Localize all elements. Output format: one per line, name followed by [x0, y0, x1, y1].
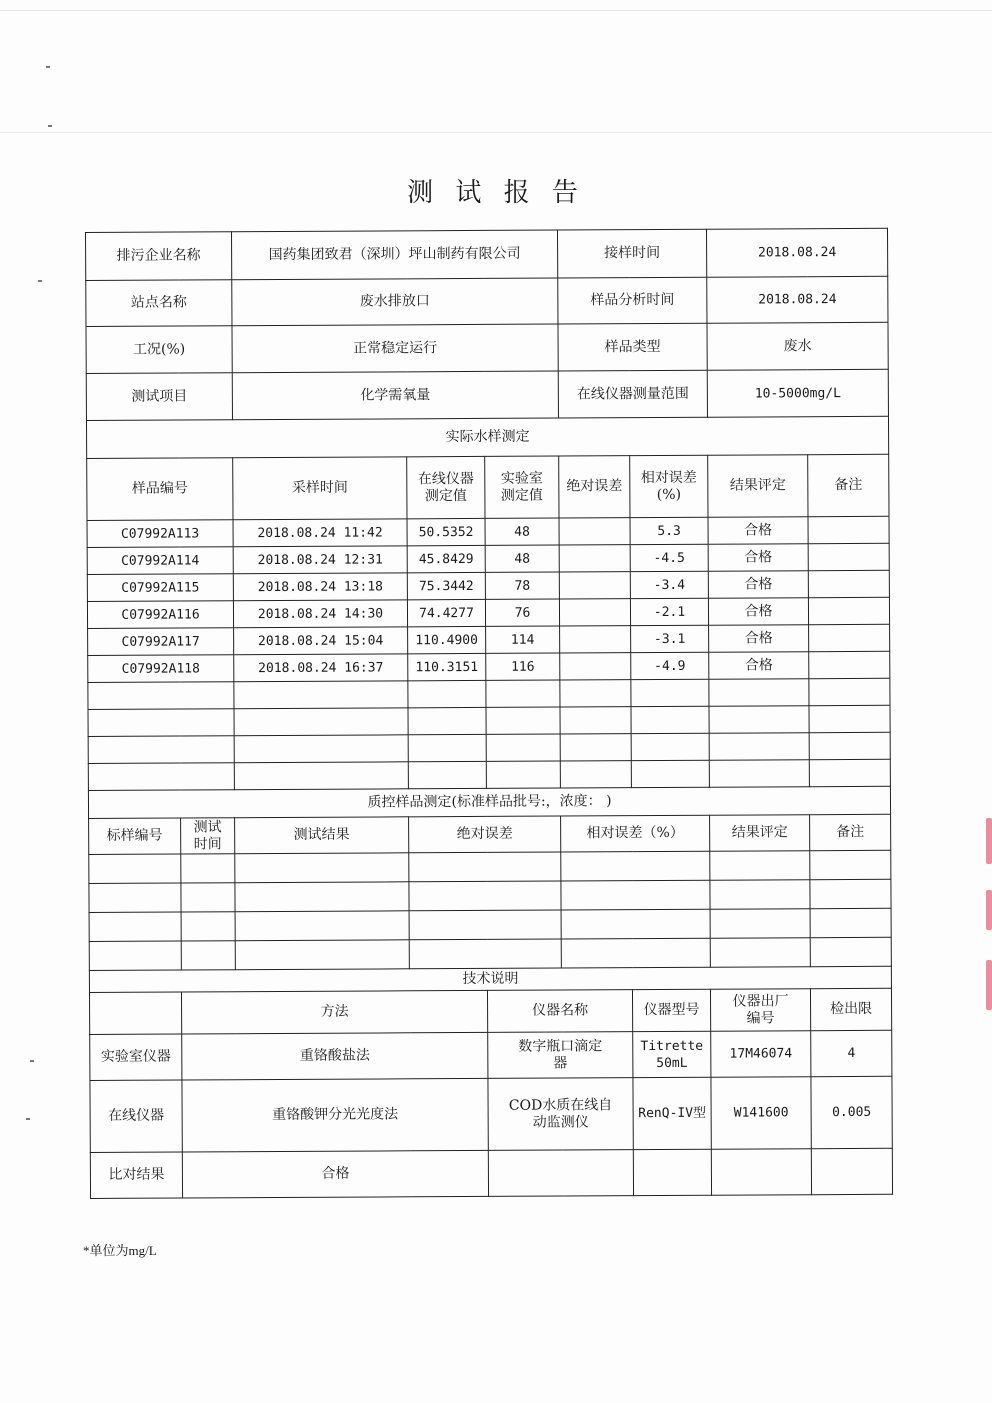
- qc-col-std-id: 标样编号: [89, 818, 181, 854]
- remark: [809, 624, 890, 651]
- col-remark: 备注: [808, 454, 889, 516]
- col-online-value: [407, 456, 485, 518]
- scan-speck: [30, 1060, 34, 1062]
- online-value: 50.5352: [407, 518, 485, 545]
- remark: [808, 570, 889, 597]
- sample-type-label: 样品类型: [558, 323, 707, 371]
- abs-error: [560, 626, 631, 653]
- table-row: [87, 543, 889, 574]
- condition-value: 正常稳定运行: [232, 324, 558, 373]
- online-value: 75.3442: [407, 572, 485, 599]
- qc-col-test-result: 测试结果: [235, 817, 409, 854]
- sampling-time-label: 接样时间: [558, 229, 707, 278]
- tech-col-method: 方法: [181, 990, 487, 1034]
- qc-col-remark: 备注: [810, 814, 891, 850]
- remark: [808, 516, 889, 543]
- col-result: 结果评定: [708, 455, 808, 518]
- result: 合格: [708, 571, 808, 599]
- sample-time: 2018.08.24 14:30: [233, 600, 407, 628]
- scan-edge-top: [0, 10, 992, 11]
- online-value: 110.3151: [408, 653, 486, 680]
- remark: [808, 543, 889, 570]
- lab-value: 48: [485, 545, 559, 572]
- rel-error: -3.4: [630, 571, 708, 598]
- tech-col-detection-limit: 检出限: [811, 988, 892, 1030]
- online-value: 45.8429: [407, 545, 485, 572]
- online-instrument-serial: W141600: [711, 1077, 811, 1150]
- scan-edge-bottom: [0, 132, 992, 133]
- seal-fragment: [986, 960, 992, 1010]
- sample-time: 2018.08.24 16:37: [234, 654, 408, 682]
- seal-fragment: [986, 890, 992, 930]
- tech-col-serial-line2: 编号: [746, 1009, 775, 1027]
- empty-row: [88, 678, 890, 709]
- sample-id: C07992A115: [87, 574, 233, 602]
- col-online-value-line2: 测定值: [424, 487, 467, 504]
- lab-value: 114: [486, 626, 560, 653]
- test-item-label: 测试项目: [86, 373, 232, 421]
- sample-id: C07992A116: [87, 601, 233, 629]
- lab-value: 116: [486, 653, 560, 680]
- empty-row: [88, 705, 890, 736]
- col-lab-value-line2: 测定值: [500, 487, 543, 504]
- remark: [809, 651, 890, 678]
- qc-col-result: 结果评定: [710, 815, 810, 852]
- rel-error: -2.1: [630, 598, 708, 625]
- report-title: 测 试 报 告: [407, 178, 585, 208]
- abs-error: [560, 653, 631, 680]
- col-sample-time: 采样时间: [233, 457, 407, 520]
- result: 合格: [708, 598, 808, 626]
- condition-label: 工况(%): [86, 326, 232, 374]
- online-detection-limit: 0.005: [811, 1076, 892, 1148]
- qc-col-test-time-line2: 时间: [193, 835, 222, 852]
- lab-value: 78: [485, 572, 559, 599]
- tech-col-model: 仪器型号: [633, 989, 711, 1031]
- sampling-time-value: 2018.08.24: [707, 228, 888, 277]
- table-row: [88, 624, 890, 655]
- sample-time: 2018.08.24 15:04: [234, 627, 408, 655]
- online-instrument-name-line1: COD水质在线自: [508, 1096, 613, 1114]
- col-sample-id: 样品编号: [87, 458, 233, 521]
- tech-col-serial-line1: 仪器出厂: [732, 992, 789, 1010]
- abs-error: [559, 545, 630, 572]
- table-row: [87, 570, 889, 601]
- comparison-value: 合格: [182, 1150, 488, 1198]
- rel-error: -4.9: [631, 652, 709, 679]
- seal-fragment: [986, 818, 992, 864]
- lab-method: 重铬酸盐法: [182, 1032, 488, 1080]
- col-rel-error-line2: (%): [656, 486, 682, 503]
- actual-section-title: 实际水样测定: [86, 416, 888, 458]
- qc-col-test-time-line1: 测试: [193, 818, 222, 835]
- rel-error: -3.1: [631, 625, 709, 652]
- online-value: 74.4277: [407, 599, 485, 626]
- online-method: 重铬酸钾分光光度法: [182, 1078, 488, 1152]
- comparison-label: 比对结果: [90, 1152, 182, 1198]
- analysis-time-label: 样品分析时间: [558, 277, 707, 324]
- site-label: 站点名称: [86, 280, 232, 327]
- col-rel-error: [630, 455, 708, 517]
- col-lab-value: [485, 456, 559, 518]
- table-row: [87, 516, 889, 547]
- table-row: [88, 651, 890, 682]
- tech-section-title: 技术说明: [89, 966, 891, 992]
- lab-value: 48: [485, 518, 559, 545]
- empty-row: [88, 732, 890, 763]
- company-label: 排污企业名称: [86, 232, 232, 281]
- rel-error: -4.5: [630, 544, 708, 571]
- lab-instrument-name-line1: 数字瓶口滴定: [518, 1037, 603, 1055]
- qc-empty-row: [89, 850, 891, 883]
- lab-instrument-name-line2: 器: [553, 1054, 568, 1072]
- qc-empty-row: [89, 879, 891, 912]
- col-online-value-line1: 在线仪器: [417, 470, 474, 487]
- qc-empty-row: [89, 908, 891, 941]
- online-instrument-name-line2: 动监测仪: [532, 1113, 589, 1131]
- lab-instrument-model-line1: Titrette: [640, 1038, 704, 1054]
- empty-row: [88, 759, 890, 790]
- abs-error: [559, 518, 630, 545]
- online-instrument-label: 在线仪器: [90, 1080, 182, 1152]
- test-item-value: 化学需氧量: [232, 371, 558, 420]
- sample-id: C07992A113: [87, 520, 233, 548]
- tech-col-instrument-name: 仪器名称: [487, 990, 632, 1033]
- qc-empty-row: [89, 937, 891, 970]
- result: 合格: [709, 625, 809, 653]
- sample-id: C07992A117: [88, 628, 234, 656]
- qc-col-test-time: [181, 818, 235, 854]
- col-rel-error-line1: 相对误差: [640, 469, 697, 486]
- scan-speck: [46, 66, 50, 68]
- online-instrument-name: [488, 1078, 633, 1151]
- qc-section-title: 质控样品测定(标准样品批号:，浓度： ): [88, 786, 890, 818]
- result: 合格: [709, 652, 809, 680]
- sample-id: C07992A114: [87, 547, 233, 575]
- qc-col-abs-error: 绝对误差: [409, 816, 561, 853]
- lab-instrument-model: [633, 1031, 711, 1077]
- table-row: [87, 597, 889, 628]
- lab-value: 76: [485, 599, 559, 626]
- analysis-time-value: 2018.08.24: [707, 276, 888, 323]
- scan-speck: [26, 1118, 30, 1120]
- sample-id: C07992A118: [88, 655, 234, 683]
- online-value: 110.4900: [408, 626, 486, 653]
- scan-speck: [38, 280, 42, 282]
- col-abs-error: 绝对误差: [559, 456, 630, 518]
- col-lab-value-line1: 实验室: [500, 470, 543, 487]
- range-label: 在线仪器测量范围: [558, 370, 707, 418]
- qc-col-rel-error: 相对误差（%）: [561, 815, 710, 852]
- company-value: 国药集团致君（深圳）坪山制药有限公司: [232, 230, 558, 280]
- report-table: [85, 228, 893, 1199]
- range-value: 10-5000mg/L: [707, 369, 888, 417]
- site-value: 废水排放口: [232, 278, 558, 326]
- lab-instrument-name: [488, 1032, 633, 1079]
- remark: [808, 597, 889, 624]
- tech-col-blank: [89, 992, 181, 1034]
- lab-instrument-serial: 17M46074: [711, 1031, 811, 1078]
- sample-time: 2018.08.24 12:31: [233, 546, 407, 574]
- footnote: *单位为mg/L: [83, 1243, 157, 1258]
- lab-instrument-model-line2: 50mL: [656, 1055, 688, 1071]
- sample-time: 2018.08.24 11:42: [233, 519, 407, 547]
- rel-error: 5.3: [630, 517, 708, 544]
- abs-error: [559, 599, 630, 626]
- result: 合格: [708, 517, 808, 545]
- online-instrument-model: RenQ-IV型: [633, 1077, 711, 1149]
- scan-speck: [48, 125, 52, 127]
- sample-type-value: 废水: [707, 322, 888, 370]
- lab-instrument-label: 实验室仪器: [90, 1034, 182, 1080]
- abs-error: [559, 572, 630, 599]
- sample-time: 2018.08.24 13:18: [233, 573, 407, 601]
- lab-detection-limit: 4: [811, 1030, 892, 1076]
- tech-col-serial: [711, 989, 811, 1032]
- result: 合格: [708, 544, 808, 572]
